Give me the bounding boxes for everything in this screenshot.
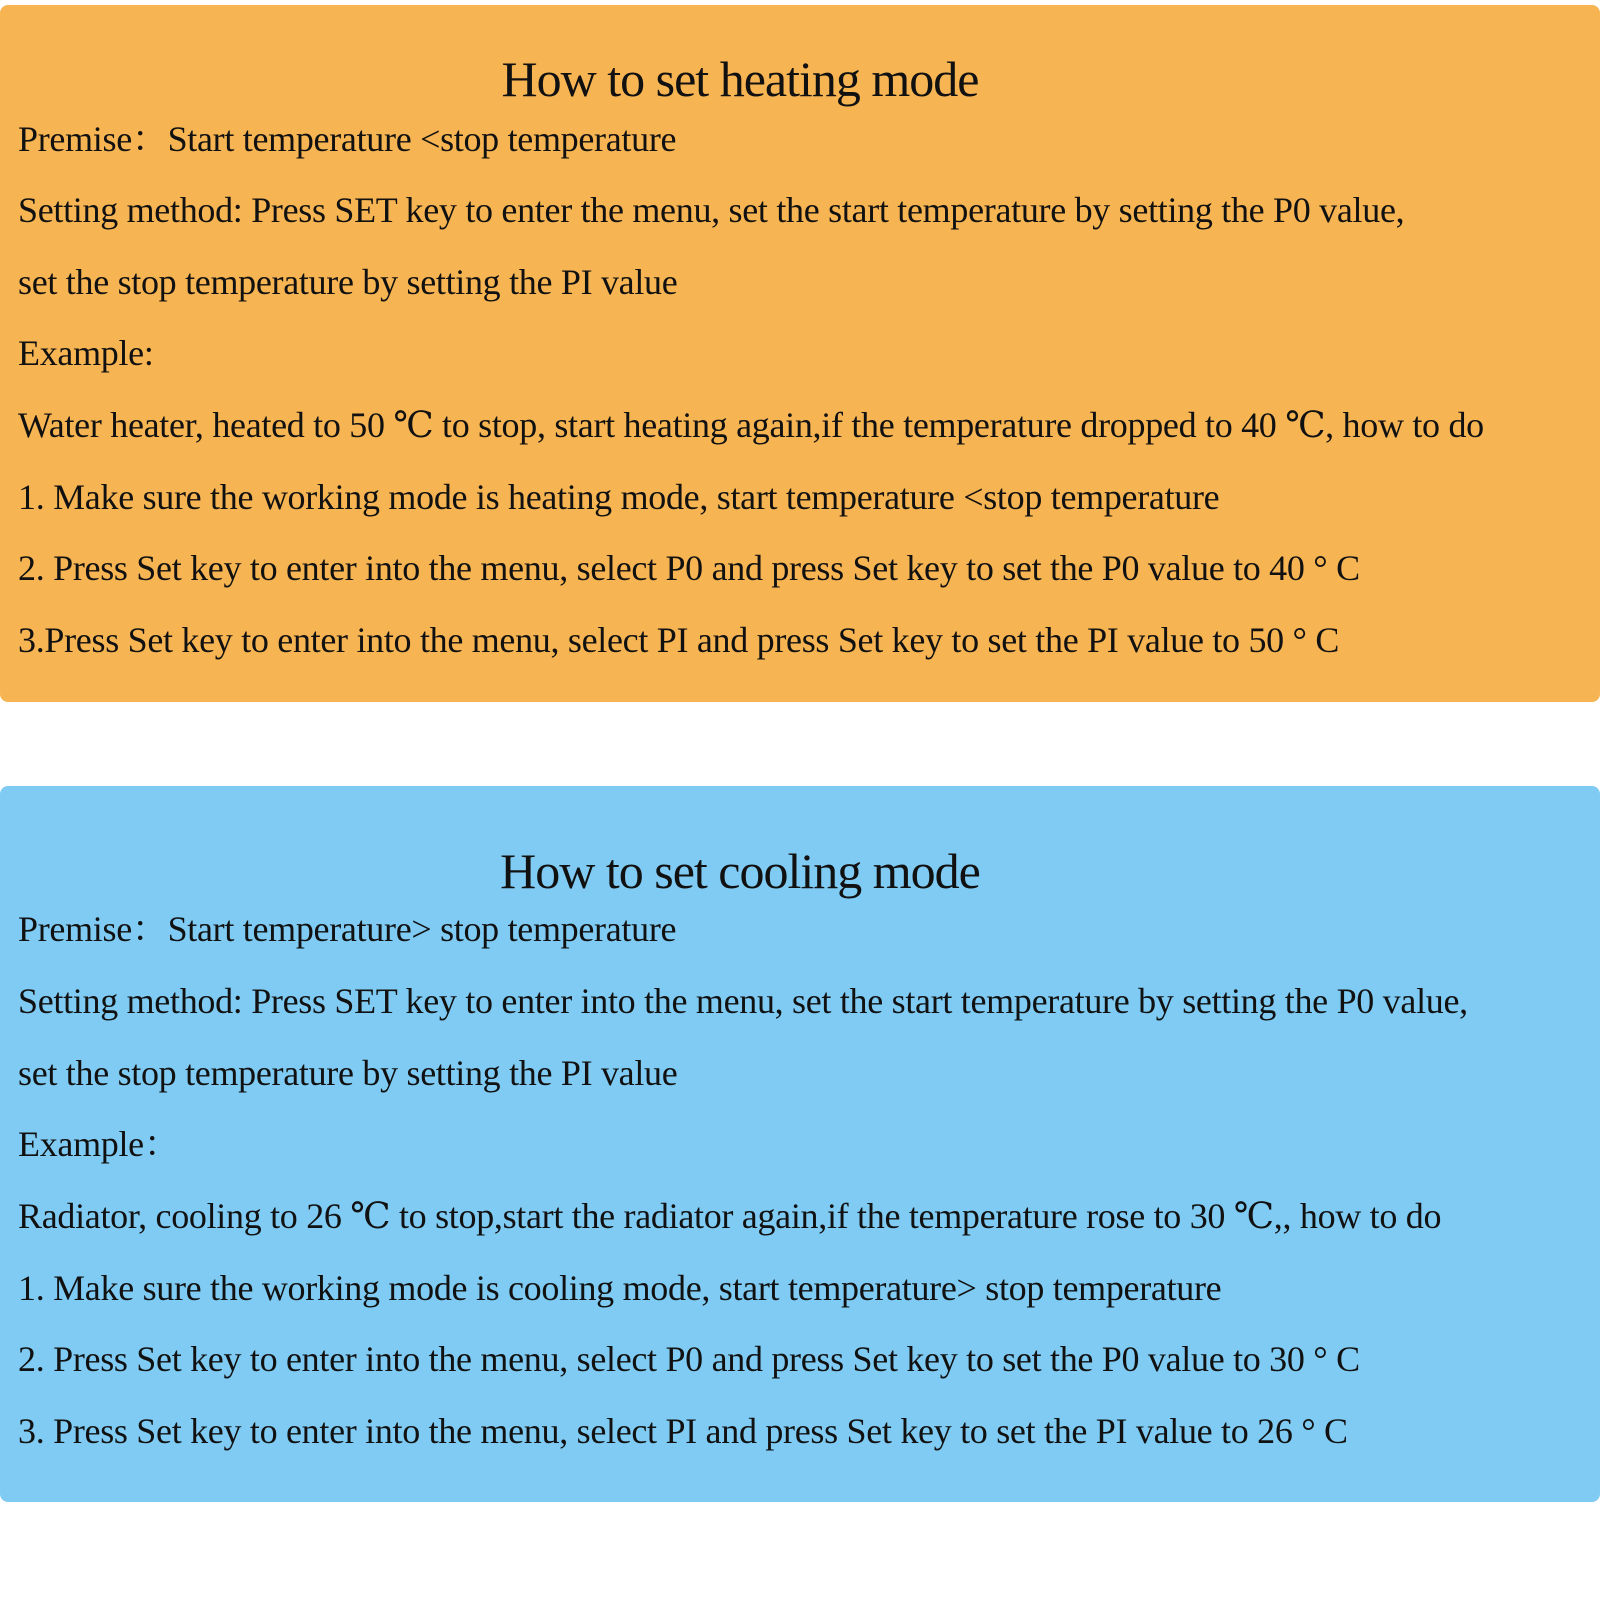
heating-example-text: Water heater, heated to 50 ℃ to stop, start heating again,if the temperature dropped to 40 ℃, how to do: [18, 405, 1484, 445]
cooling-step-1: 1. Make sure the working mode is cooling mode, start temperature> stop temperature: [18, 1268, 1222, 1308]
heating-step-2: 2. Press Set key to enter into the menu, select P0 and press Set key to set the P0 value to 40 ° C: [18, 548, 1360, 588]
heating-example-label: Example:: [18, 333, 154, 373]
cooling-method-line-1: Setting method: Press SET key to enter into the menu, set the start temperature by setting the P0 value,: [18, 981, 1468, 1021]
cooling-method-line-2: set the stop temperature by setting the PI value: [18, 1053, 678, 1093]
cooling-title: How to set cooling mode: [500, 843, 980, 899]
cooling-premise: Premise：Start temperature> stop temperature: [18, 909, 677, 949]
cooling-example-label: Example：: [18, 1124, 180, 1164]
heating-title: How to set heating mode: [501, 51, 979, 107]
heating-method-line-1: Setting method: Press SET key to enter the menu, set the start temperature by setting the P0 value,: [18, 190, 1405, 230]
heating-premise: Premise：Start temperature <stop temperature: [18, 119, 677, 159]
heating-mode-panel: [0, 5, 1600, 702]
cooling-step-3: 3. Press Set key to enter into the menu, select PI and press Set key to set the PI value to 26 ° C: [18, 1411, 1348, 1451]
cooling-step-2: 2. Press Set key to enter into the menu, select P0 and press Set key to set the P0 value to 30 ° C: [18, 1339, 1360, 1379]
heating-method-line-2: set the stop temperature by setting the PI value: [18, 262, 678, 302]
cooling-mode-panel: [0, 786, 1600, 1502]
cooling-example-text: Radiator, cooling to 26 ℃ to stop,start the radiator again,if the temperature rose to 30 ℃,, how to do: [18, 1196, 1442, 1236]
heating-step-3: 3.Press Set key to enter into the menu, select PI and press Set key to set the PI value to 50 ° C: [18, 620, 1340, 660]
heating-step-1: 1. Make sure the working mode is heating mode, start temperature <stop temperature: [18, 477, 1220, 517]
